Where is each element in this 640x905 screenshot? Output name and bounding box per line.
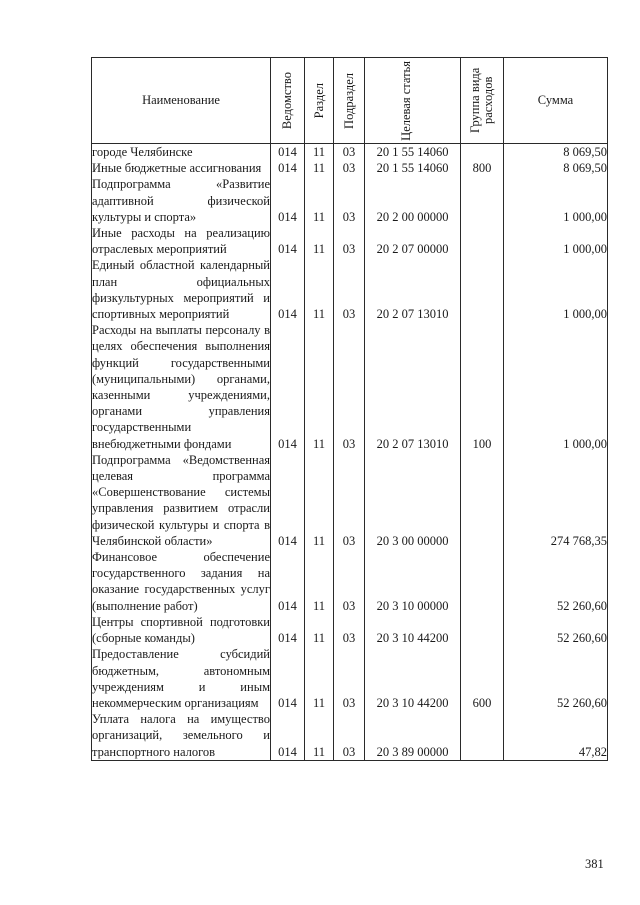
podrazdel-cell: 03 [334,646,365,711]
vedomstvo-cell: 014 [271,711,305,760]
header-row [92,58,608,144]
target-cell: 20 1 55 14060 [365,160,461,176]
razdel-cell: 11 [305,225,334,257]
header-group [461,58,504,144]
table-row [92,176,608,225]
target-cell: 20 2 07 00000 [365,225,461,257]
table-row [92,144,608,161]
razdel-cell: 11 [305,176,334,225]
sum-cell: 1 000,00 [504,257,608,322]
podrazdel-cell: 03 [334,257,365,322]
table-row [92,257,608,322]
group-cell [461,257,504,322]
header-target-text: Целевая статья [398,60,413,141]
podrazdel-cell: 03 [334,144,365,161]
vedomstvo-cell: 014 [271,225,305,257]
vedomstvo-cell: 014 [271,646,305,711]
group-cell: 100 [461,322,504,452]
table-row [92,225,608,257]
budget-table [91,57,608,761]
header-name [92,58,271,144]
name-cell: Подпрограмма «Развитие адаптивной физической культуры и спорта» [92,177,270,224]
table-row [92,160,608,176]
target-cell: 20 2 00 00000 [365,176,461,225]
header-razdel [305,58,334,144]
header-sum [504,58,608,144]
target-cell: 20 3 00 00000 [365,452,461,549]
vedomstvo-cell: 014 [271,452,305,549]
header-podrazdel-text: Подраздел [341,72,356,129]
podrazdel-cell: 03 [334,452,365,549]
group-cell [461,614,504,646]
sum-cell: 8 069,50 [504,160,608,176]
podrazdel-cell: 03 [334,614,365,646]
target-cell: 20 3 10 44200 [365,646,461,711]
razdel-cell: 11 [305,711,334,760]
table-row [92,452,608,549]
header-group-text: Группа вида расходов [468,67,495,134]
name-cell: Подпрограмма «Ведомственная целевая программа «Совершенствование системы управления развитием отрасли физической культуры и спорта в Челябинской области» [92,452,270,548]
sum-cell: 52 260,60 [504,614,608,646]
header-podrazdel [334,58,365,144]
name-cell: Предоставление субсидий бюджетным, автономным учреждениям и иным некоммерческим организациям [92,647,270,710]
table-row [92,646,608,711]
sum-cell: 52 260,60 [504,646,608,711]
sum-cell: 8 069,50 [504,144,608,161]
name-cell: Расходы на выплаты персоналу в целях обеспечения выполнения функций государственными (муниципальными) органами, казенными учреждениями, органами управления государственными внебюджетными фондами [92,323,270,451]
group-cell [461,225,504,257]
vedomstvo-cell: 014 [271,176,305,225]
group-cell [461,144,504,161]
target-cell: 20 3 89 00000 [365,711,461,760]
razdel-cell: 11 [305,144,334,161]
name-cell: Иные расходы на реализацию отраслевых мероприятий [92,226,270,257]
razdel-cell: 11 [305,549,334,614]
name-cell: Финансовое обеспечение государственного задания на оказание государственных услуг (выполнение работ) [92,550,270,613]
group-cell [461,452,504,549]
razdel-cell: 11 [305,322,334,452]
group-cell: 600 [461,646,504,711]
target-cell: 20 3 10 00000 [365,549,461,614]
podrazdel-cell: 03 [334,160,365,176]
page-number: 381 [585,857,604,871]
name-cell: Единый областной календарный план официальных физкультурных мероприятий и спортивных мероприятий [92,258,270,322]
name-cell: Уплата налога на имущество организаций, земельного и транспортного налогов [92,712,270,759]
podrazdel-cell: 03 [334,322,365,452]
target-cell: 20 2 07 13010 [365,257,461,322]
razdel-cell: 11 [305,614,334,646]
vedomstvo-cell: 014 [271,144,305,161]
podrazdel-cell: 03 [334,176,365,225]
vedomstvo-cell: 014 [271,614,305,646]
podrazdel-cell: 03 [334,549,365,614]
table-row [92,549,608,614]
header-razdel-text: Раздел [311,82,326,119]
header-vedomstvo-text: Ведомство [280,71,294,130]
group-cell: 800 [461,160,504,176]
sum-cell: 274 768,35 [504,452,608,549]
sum-cell: 47,82 [504,711,608,760]
razdel-cell: 11 [305,646,334,711]
razdel-cell: 11 [305,452,334,549]
sum-cell: 1 000,00 [504,176,608,225]
sum-cell: 52 260,60 [504,549,608,614]
podrazdel-cell: 03 [334,711,365,760]
table-row [92,711,608,760]
name-cell: Иные бюджетные ассигнования [92,160,271,176]
header-vedomstvo [271,58,305,144]
group-cell [461,176,504,225]
header-sum-text: Сумма [537,93,574,107]
vedomstvo-cell: 014 [271,549,305,614]
podrazdel-cell: 03 [334,225,365,257]
target-cell: 20 2 07 13010 [365,322,461,452]
name-cell: городе Челябинске [92,144,271,161]
vedomstvo-cell: 014 [271,160,305,176]
table-row [92,322,608,452]
group-cell [461,549,504,614]
razdel-cell: 11 [305,160,334,176]
target-cell: 20 3 10 44200 [365,614,461,646]
header-name-text: Наименование [142,93,220,107]
header-target [365,58,461,144]
vedomstvo-cell: 014 [271,257,305,322]
table-row [92,614,608,646]
group-cell [461,711,504,760]
sum-cell: 1 000,00 [504,225,608,257]
vedomstvo-cell: 014 [271,322,305,452]
razdel-cell: 11 [305,257,334,322]
target-cell: 20 1 55 14060 [365,144,461,161]
sum-cell: 1 000,00 [504,322,608,452]
name-cell: Центры спортивной подготовки (сборные команды) [92,614,270,646]
